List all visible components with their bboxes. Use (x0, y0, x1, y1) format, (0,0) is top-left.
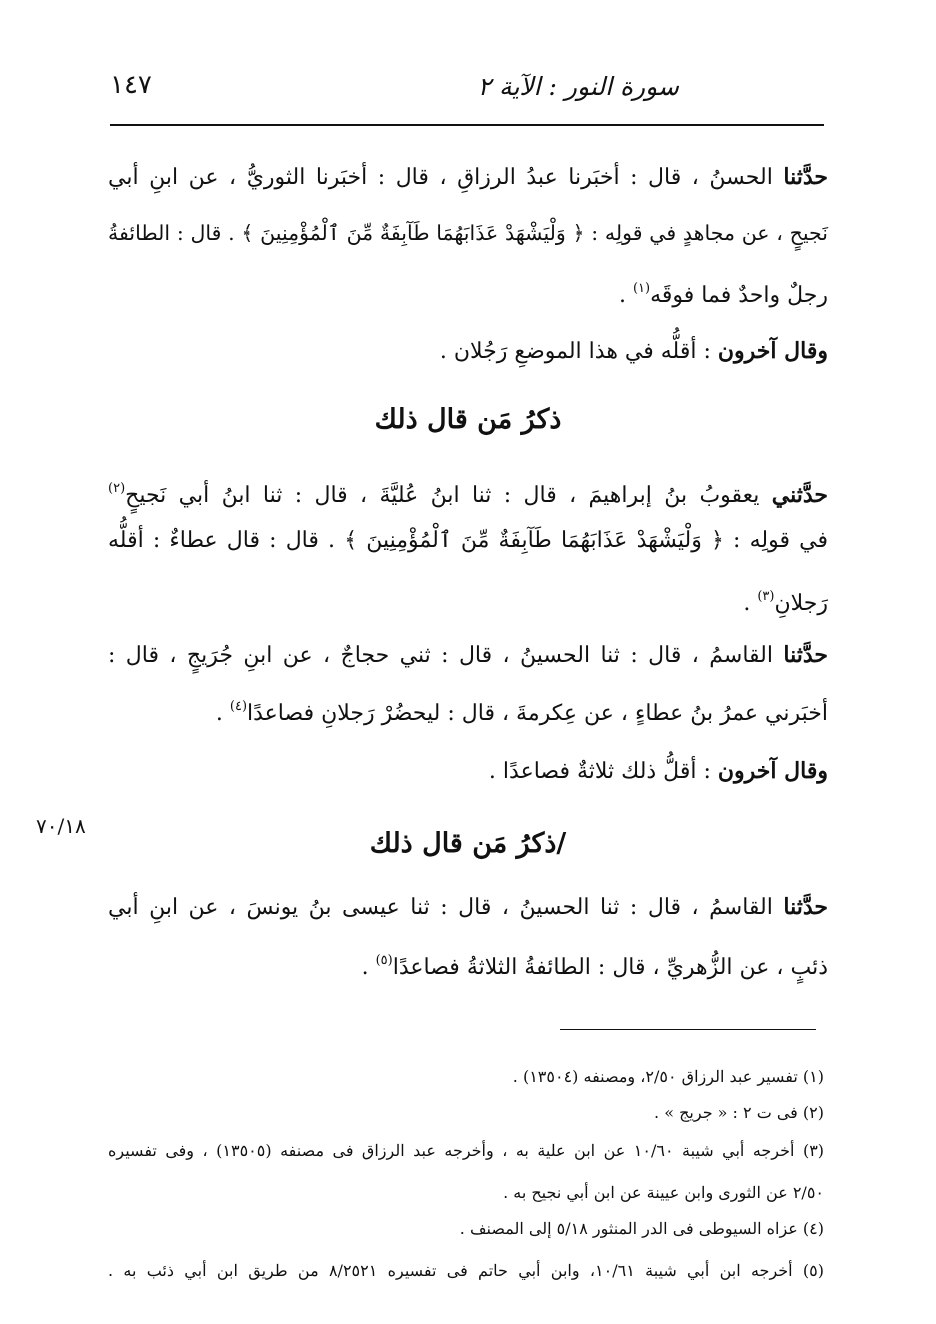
header-rule (110, 124, 824, 126)
line-text: : أقلُّ ذلك ثلاثةٌ فصاعدًا . (488, 759, 718, 784)
running-header (110, 66, 824, 116)
line-text: القاسمُ ، قال : ثنا الحسينُ ، قال : ثنا عيسى بنُ يونسَ ، عن ابنِ أبي (108, 895, 784, 920)
isnad-lead: وقال آخرون (717, 758, 828, 784)
line-text: : أقلُّه في هذا الموضعِ رَجُلان . (439, 339, 718, 364)
text-line (108, 334, 828, 369)
line-tail: . (361, 955, 376, 980)
line-text: رَجلانِ (774, 591, 828, 616)
margin-reference: ٧٠/١٨ (36, 814, 86, 838)
line-tail: . (215, 701, 230, 726)
footnote-marker: (٤) (229, 699, 248, 714)
isnad-lead: حدَّثني (771, 482, 828, 508)
text-line (108, 754, 828, 789)
footnote-marker: (٢) (108, 481, 126, 496)
isnad-lead: وقال آخرون (717, 338, 828, 364)
footnote: (٥) أخرجه ابن أبي شيبة ١٠/٦١، وابن أبي حاتم فى تفسيره ٨/٢٥٢١ من طريق ابن أبي ذئب به . (108, 1261, 824, 1280)
line-tail: . (618, 283, 633, 308)
text-line (108, 272, 828, 313)
line-text: رجلٌ واحدٌ فما فوقَه (650, 283, 828, 308)
text-line (108, 160, 828, 195)
line-text: ذئبٍ ، عن الزُّهريِّ ، قال : الطائفةُ الثلاثةُ فصاعدًا (392, 955, 828, 980)
text-line (108, 472, 828, 513)
line-text: القاسمُ ، قال : ثنا الحسينُ ، قال : ثني حجاجٌ ، عن ابنِ جُرَيجٍ ، قال : (108, 643, 784, 668)
footnote-marker: (١) (632, 281, 651, 296)
footnote: (٢) فى ت ٢ : « جريج » . (654, 1103, 824, 1122)
isnad-lead: حدَّثنا (783, 894, 828, 920)
text-line (108, 524, 828, 558)
footnote-marker: (٥) (375, 953, 393, 968)
footnote: (٣) أخرجه أبي شيبة ١٠/٦٠ عن ابن علية به ، وأخرجه عبد الرزاق فى مصنفه (١٣٥٠٥) ، وفى تفسيره (108, 1141, 825, 1160)
section-heading: ذكرُ مَن قال ذلك (374, 404, 562, 435)
line-text: يعقوبُ بنُ إبراهيمَ ، قال : ثنا ابنُ عُليَّةَ ، قال : ثنا ابنُ أبي نَجيحٍ (125, 483, 772, 508)
line-text: في قولِه : ﴿ وَلْيَشْهَدْ عَذَابَهُمَا طَآبِفَةٌ مِّنَ ٱلْمُؤْمِنِينَ ﴾ . قال : قال عطاءٌ : أقلُّه (108, 528, 828, 553)
header-title: سورة النور : الآية ٢ (477, 72, 679, 101)
section-heading: /ذكرُ مَن قال ذلك (369, 828, 567, 859)
text-line (108, 216, 828, 250)
page-number: ١٤٧ (110, 70, 152, 100)
line-text: أخبَرني عمرُ بنُ عطاءٍ ، عن عِكرمةَ ، قال : ليحضُرْ رَجلانِ فصاعدًا (247, 701, 828, 726)
line-text: الحسنُ ، قال : أخبَرنا عبدُ الرزاقِ ، قال : أخبَرنا الثوريُّ ، عن ابنِ أبي (108, 165, 784, 190)
isnad-lead: حدَّثنا (783, 642, 828, 668)
text-line (108, 638, 828, 673)
footnote-marker: (٣) (757, 589, 775, 604)
footnote: (٤) عزاه السيوطى فى الدر المنثور ٥/١٨ إلى المصنف . (459, 1219, 824, 1238)
footnote: ٢/٥٠ عن الثورى وابن عيينة عن ابن أبي نجيح به . (503, 1183, 824, 1202)
line-tail: . (743, 591, 758, 616)
text-line (108, 890, 828, 925)
text-line (108, 580, 828, 621)
line-text: نَجيحٍ ، عن مجاهدٍ في قولِه : ﴿ وَلْيَشْهَدْ عَذَابَهُمَا طَآبِفَةٌ مِّنَ ٱلْمُؤْمِنِينَ ﴾ . قال : الطائفةُ (108, 221, 828, 245)
isnad-lead: حدَّثنا (783, 164, 828, 190)
text-line (108, 944, 828, 985)
text-line (108, 690, 828, 731)
footnote: (١) تفسير عبد الرزاق ٢/٥٠، ومصنفه (١٣٥٠٤) . (512, 1067, 824, 1086)
footnote-rule (560, 1029, 816, 1030)
